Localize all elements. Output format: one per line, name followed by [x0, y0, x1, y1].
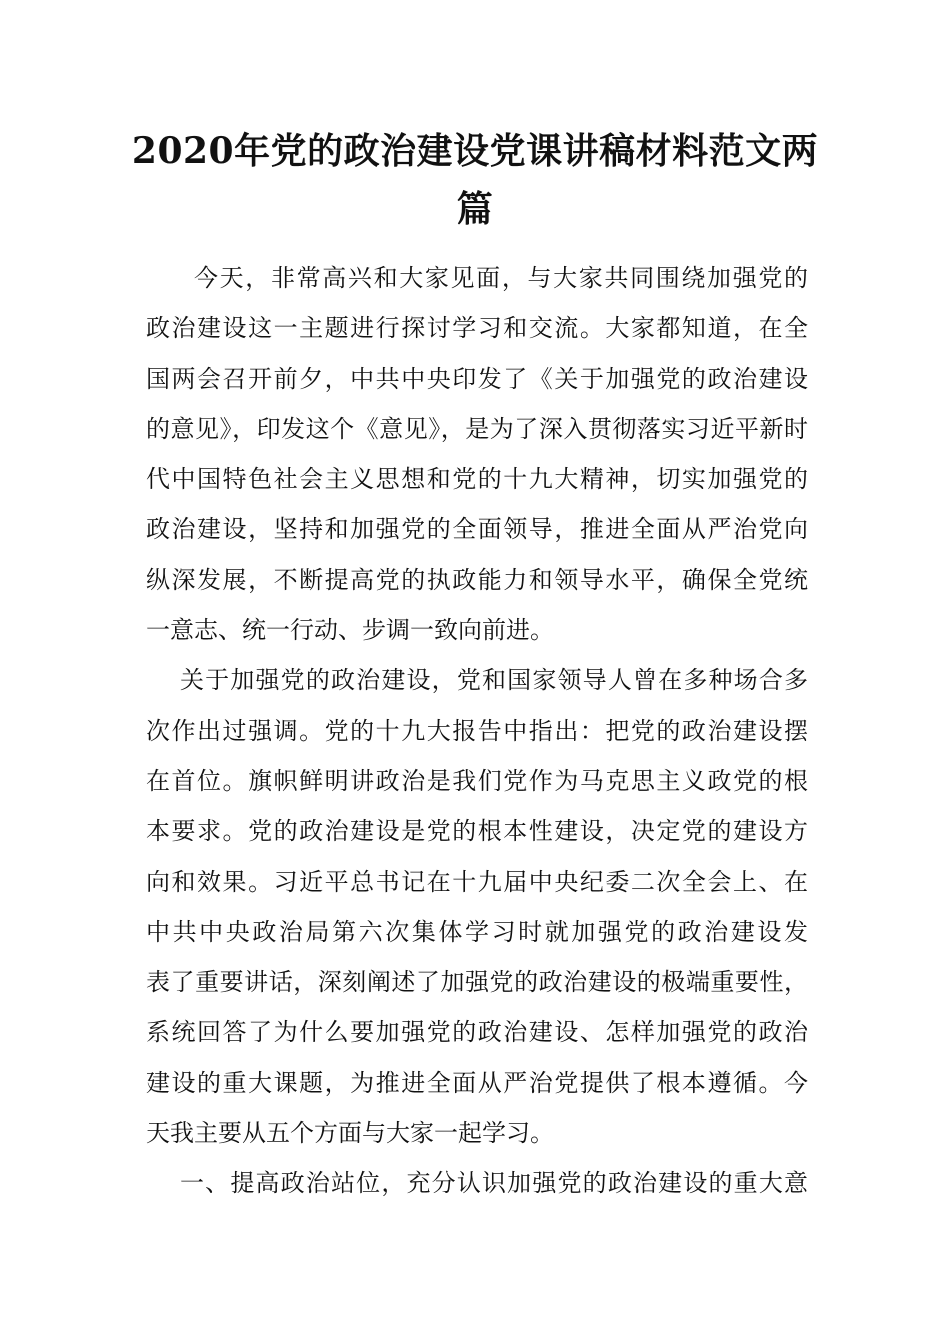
- text-line: 政治建设，坚持和加强党的全面领导，推进全面从严治党向: [146, 515, 808, 544]
- text-line: 向和效果。习近平总书记在十九届中央纪委二次全会上、在: [146, 867, 808, 896]
- text-line: 中共中央政治局第六次集体学习时就加强党的政治建设发: [146, 917, 808, 946]
- document-title: [120, 122, 830, 238]
- text-line: 政治建设这一主题进行探讨学习和交流。大家都知道，在全: [146, 314, 808, 343]
- title-line-1: 2020年党的政治建设党课讲稿材料范文两: [131, 130, 819, 172]
- text-line: 的意见》，印发这个《意见》，是为了深入贯彻落实习近平新时: [146, 414, 808, 443]
- document-body: [146, 253, 808, 1209]
- text-line: 一、提高政治站位，充分认识加强党的政治建设的重大意: [180, 1169, 808, 1198]
- text-line: 代中国特色社会主义思想和党的十九大精神，切实加强党的: [146, 465, 808, 494]
- text-line: 次作出过强调。党的十九大报告中指出：把党的政治建设摆: [146, 716, 808, 745]
- text-line: 在首位。旗帜鲜明讲政治是我们党作为马克思主义政党的根: [146, 766, 808, 795]
- text-line: 今天，非常高兴和大家见面，与大家共同围绕加强党的: [194, 264, 808, 292]
- text-line: 建设的重大课题，为推进全面从严治党提供了根本遵循。今: [146, 1068, 808, 1097]
- text-line: 系统回答了为什么要加强党的政治建设、怎样加强党的政治: [146, 1018, 808, 1047]
- text-line: 天我主要从五个方面与大家一起学习。: [146, 1119, 554, 1148]
- text-line: 国两会召开前夕，中共中央印发了《关于加强党的政治建设: [146, 364, 808, 393]
- text-line: 表了重要讲话，深刻阐述了加强党的政治建设的极端重要性，: [146, 968, 808, 997]
- text-line: 本要求。党的政治建设是党的根本性建设，决定党的建设方: [146, 817, 808, 846]
- text-line: 关于加强党的政治建设，党和国家领导人曾在多种场合多: [180, 666, 808, 695]
- title-line-2: 篇: [456, 188, 494, 230]
- text-line: 纵深发展，不断提高党的执政能力和领导水平，确保全党统: [146, 565, 808, 594]
- text-line: 一意志、统一行动、步调一致向前进。: [146, 616, 554, 645]
